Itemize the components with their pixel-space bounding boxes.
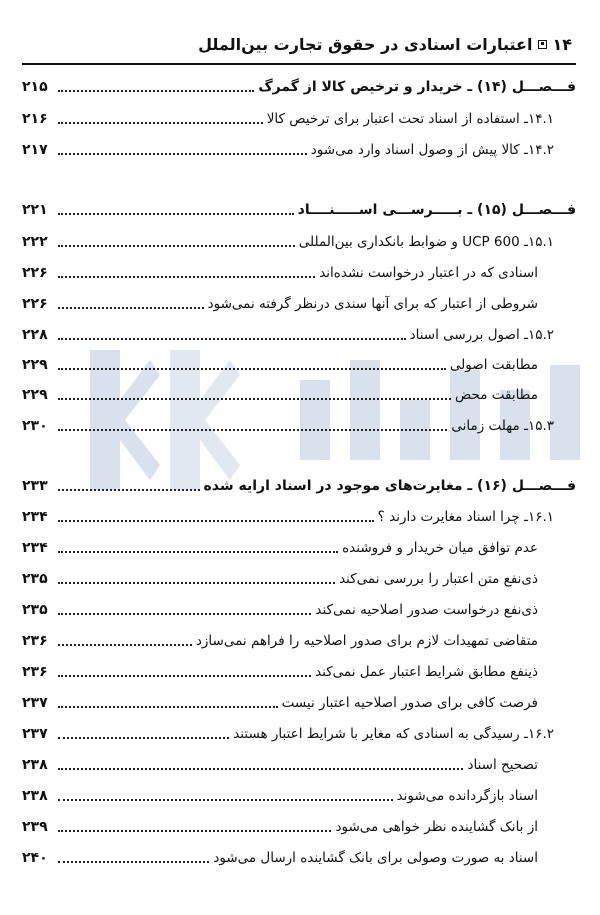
toc-subsection — [22, 595, 576, 619]
toc-page-number: ۲۳۸ — [22, 757, 48, 773]
toc-section — [22, 104, 576, 128]
toc-page-number: ۲۳۶ — [22, 633, 48, 649]
dot-leader — [58, 613, 311, 615]
toc-page-number: ۲۲۹ — [22, 387, 48, 403]
dot-leader — [58, 368, 446, 370]
toc-page-number: ۲۲۱ — [22, 202, 48, 218]
dot-leader — [58, 245, 295, 247]
page-number: ۱۴ — [552, 34, 572, 54]
toc-entry-text: ۱۴.۲ـ کالا پیش از وصول اسناد وارد می‌شود — [310, 142, 554, 158]
toc-page-number: ۲۲۶ — [22, 296, 48, 312]
toc-page-number: ۲۳۵ — [22, 602, 48, 618]
toc-page-number: ۲۴۰ — [22, 850, 48, 866]
toc-entry-text: تصحیح اسناد — [467, 757, 538, 773]
toc-subsection — [22, 750, 576, 774]
dot-leader — [58, 830, 331, 832]
toc-entry-text: مطابقت اصولی — [449, 357, 538, 373]
dot-leader — [58, 582, 335, 584]
dot-leader — [58, 429, 447, 431]
toc-page-number: ۲۲۶ — [22, 265, 48, 281]
toc-page-number: ۲۳۴ — [22, 509, 48, 525]
toc-entry-text: مطابقت محض — [454, 387, 538, 403]
dot-leader — [58, 398, 451, 400]
toc-page-number: ۲۳۵ — [22, 571, 48, 587]
toc-entry-text: ذینفع مطابق شرایط اعتبار عمل نمی‌کند — [315, 664, 538, 680]
dot-leader — [58, 737, 229, 739]
dot-leader — [58, 799, 393, 801]
dot-leader — [58, 122, 263, 124]
dot-leader — [58, 90, 254, 92]
toc-page-number: ۲۳۰ — [22, 418, 48, 434]
toc-subsection — [22, 564, 576, 588]
toc-subsection — [22, 626, 576, 650]
toc-subsection — [22, 289, 576, 313]
header-rule — [22, 63, 576, 65]
toc-entry-text: ۱۶.۱ـ چرا اسناد مغایرت دارند ؟ — [377, 509, 554, 525]
dot-leader — [58, 551, 338, 553]
toc-page-number: ۲۳۶ — [22, 664, 48, 680]
dot-leader — [58, 861, 209, 863]
toc-subsection — [22, 533, 576, 557]
running-header — [28, 32, 572, 56]
toc-subsection — [22, 350, 576, 374]
toc-page-number: ۲۱۷ — [22, 142, 48, 158]
toc-page-number: ۲۳۸ — [22, 788, 48, 804]
toc-entry-text: فـــصـــل (۱۶) ـ مغایرت‌های موجود در اسناد ارایه شده — [203, 478, 576, 494]
toc-entry-text: ۱۵.۳ـ مهلت زمانی — [451, 418, 554, 434]
square-bullet-icon — [538, 40, 547, 49]
toc-section — [22, 411, 576, 435]
toc-page-number: ۲۲۲ — [22, 234, 48, 250]
toc-subsection — [22, 657, 576, 681]
toc-entry-text: ۱۵.۲ـ اصول بررسی اسناد — [409, 327, 554, 343]
toc-section — [22, 502, 576, 526]
toc-page-number: ۲۳۷ — [22, 695, 48, 711]
dot-leader — [58, 675, 311, 677]
toc-entry-text: اسناد به صورت وصولی برای بانک گشاینده ارسال می‌شود — [213, 850, 538, 866]
dot-leader — [58, 307, 204, 309]
toc-subsection — [22, 258, 576, 282]
toc-section — [22, 320, 576, 344]
dot-leader — [58, 153, 307, 155]
toc-chapter-14 — [22, 72, 576, 96]
toc-entry-text: ۱۶.۲ـ رسیدگی به اسنادی که مغایر با شرایط اعتبار هستند — [233, 726, 554, 742]
dot-leader — [58, 644, 192, 646]
toc-entry-text: ۱۴.۱ـ استفاده از اسناد تحت اعتبار برای ترخیص کالا — [266, 111, 554, 127]
toc-entry-text: شروطی از اعتبار که برای آنها سندی درنظر گرفته نمی‌شود — [207, 296, 538, 312]
toc-page-number: ۲۱۶ — [22, 111, 48, 127]
toc-entry-text: اسنادی که در اعتبار درخواست نشده‌اند — [319, 265, 538, 281]
toc-entry-text: فـــصـــل (۱۴) ـ خریدار و ترخیص کالا از گمرگ — [258, 79, 576, 95]
toc-chapter-15 — [22, 195, 576, 219]
toc-entry-text: از بانک گشاینده نظر خواهی می‌شود — [335, 819, 538, 835]
toc-section — [22, 135, 576, 159]
toc-entry-text: فـــصـــل (۱۵) ـ بـــــرســـی اســـــنــــاد — [297, 202, 576, 218]
toc-subsection — [22, 380, 576, 404]
toc-entry-text: اسناد بازگردانده می‌شوند — [396, 788, 538, 804]
toc-page-number: ۲۱۵ — [22, 79, 48, 95]
toc-page-number: ۲۳۴ — [22, 540, 48, 556]
toc-entry-text: ۱۵.۱ـ UCP 600 و ضوابط بانکداری بین‌المللی — [298, 234, 554, 250]
dot-leader — [58, 338, 406, 340]
toc-entry-text: ذی‌نفع درخواست صدور اصلاحیه نمی‌کند — [315, 602, 538, 618]
dot-leader — [58, 768, 463, 770]
book-title: اعتبارات اسنادی در حقوق تجارت بین‌الملل — [198, 34, 533, 54]
toc-subsection — [22, 812, 576, 836]
toc-section — [22, 227, 576, 251]
toc-entry-text: متقاضی تمهیدات لازم برای صدور اصلاحیه را فراهم نمی‌سازد — [195, 633, 538, 649]
dot-leader — [58, 213, 294, 215]
toc-page-number: ۲۳۹ — [22, 819, 48, 835]
dot-leader — [58, 276, 315, 278]
toc-section — [22, 719, 576, 743]
toc-page-number: ۲۳۳ — [22, 478, 48, 494]
toc-entry-text: ذی‌نفع متن اعتبار را بررسی نمی‌کند — [339, 571, 538, 587]
toc-page-number: ۲۳۷ — [22, 726, 48, 742]
toc-page-number: ۲۲۹ — [22, 357, 48, 373]
dot-leader — [58, 489, 200, 491]
toc-entry-text: عدم توافق میان خریدار و فروشنده — [342, 540, 538, 556]
toc-subsection — [22, 843, 576, 867]
toc-entry-text: فرصت کافی برای صدور اصلاحیه اعتبار نیست — [281, 695, 538, 711]
dot-leader — [58, 706, 278, 708]
toc-page-number: ۲۲۸ — [22, 327, 48, 343]
dot-leader — [58, 520, 374, 522]
toc-subsection — [22, 688, 576, 712]
toc-subsection — [22, 781, 576, 805]
toc-chapter-16 — [22, 471, 576, 495]
